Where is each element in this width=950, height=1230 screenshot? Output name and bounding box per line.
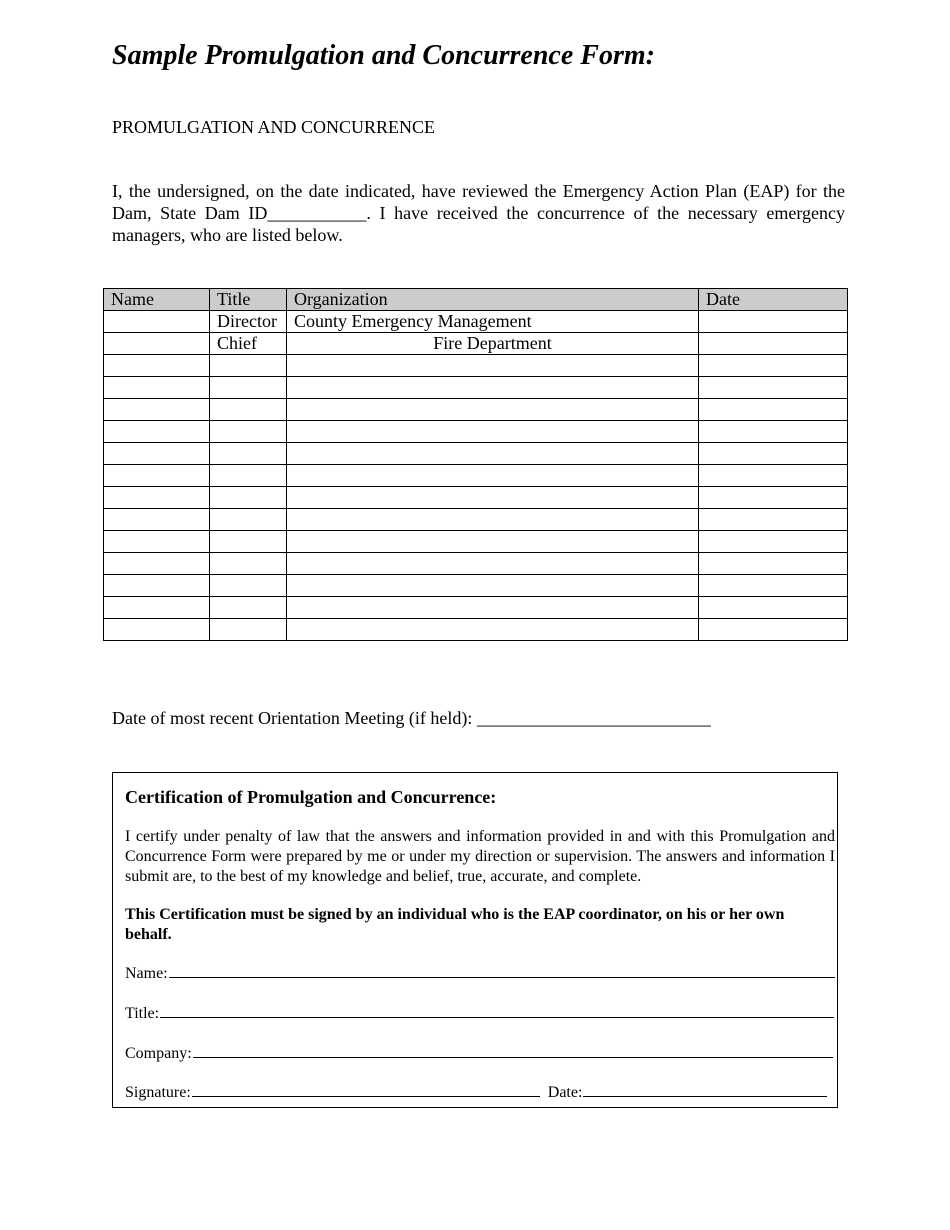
cell-organization[interactable] [287, 443, 699, 465]
header-organization: Organization [287, 289, 699, 311]
cell-title[interactable] [210, 597, 287, 619]
cell-organization[interactable] [287, 355, 699, 377]
cell-title[interactable] [210, 619, 287, 641]
company-line [125, 1043, 833, 1065]
table-row [104, 509, 848, 531]
signature-label: Signature: [125, 1084, 191, 1101]
table-row [104, 421, 848, 443]
cell-name[interactable] [104, 597, 210, 619]
section-subtitle: PROMULGATION AND CONCURRENCE [112, 117, 436, 137]
cell-name[interactable] [104, 421, 210, 443]
cell-title[interactable] [210, 575, 287, 597]
cell-organization[interactable]: Fire Department [287, 333, 699, 355]
cell-organization[interactable] [287, 465, 699, 487]
concurrence-table [103, 288, 848, 641]
cell-organization[interactable] [287, 509, 699, 531]
table-row [104, 465, 848, 487]
name-line [125, 963, 835, 985]
cell-title[interactable] [210, 465, 287, 487]
name-field[interactable] [169, 963, 835, 978]
cell-title[interactable] [210, 355, 287, 377]
cell-name[interactable] [104, 377, 210, 399]
cell-title[interactable]: Director [210, 311, 287, 333]
cell-title[interactable] [210, 443, 287, 465]
cell-date[interactable] [699, 311, 848, 333]
cell-organization[interactable]: County Emergency Management [287, 311, 699, 333]
certification-text: I certify under penalty of law that the answers and information provided in and with this Promulgation and Concurrence Form were prepared by me or under my direction or supervision. The answers and information I submit are, to the best of my knowledge and belief, true, accurate, and complete. [125, 828, 835, 885]
certification-box [112, 772, 838, 1108]
cell-title[interactable] [210, 399, 287, 421]
company-label: Company: [125, 1045, 192, 1062]
cell-name[interactable] [104, 399, 210, 421]
header-title: Title [210, 289, 287, 311]
name-label: Name: [125, 965, 168, 982]
cell-organization[interactable] [287, 597, 699, 619]
table-row [104, 399, 848, 421]
title-line [125, 1003, 834, 1025]
cell-date[interactable] [699, 465, 848, 487]
cell-date[interactable] [699, 333, 848, 355]
cell-title[interactable] [210, 509, 287, 531]
cell-name[interactable] [104, 509, 210, 531]
table-row [104, 333, 848, 355]
cell-date[interactable] [699, 443, 848, 465]
title-field[interactable] [160, 1003, 834, 1018]
date-field[interactable] [583, 1082, 827, 1097]
cell-name[interactable] [104, 355, 210, 377]
cell-organization[interactable] [287, 377, 699, 399]
table-row [104, 355, 848, 377]
cell-date[interactable] [699, 487, 848, 509]
signature-field[interactable] [192, 1082, 540, 1097]
cell-name[interactable] [104, 619, 210, 641]
cell-date[interactable] [699, 575, 848, 597]
cell-name[interactable] [104, 443, 210, 465]
cell-title[interactable] [210, 553, 287, 575]
cell-title[interactable] [210, 531, 287, 553]
cell-date[interactable] [699, 355, 848, 377]
cell-name[interactable] [104, 311, 210, 333]
cell-date[interactable] [699, 399, 848, 421]
cell-name[interactable] [104, 531, 210, 553]
table-row [104, 575, 848, 597]
cell-name[interactable] [104, 487, 210, 509]
cell-name[interactable] [104, 575, 210, 597]
cell-organization[interactable] [287, 575, 699, 597]
cell-date[interactable] [699, 553, 848, 575]
company-field[interactable] [193, 1043, 833, 1058]
table-row [104, 619, 848, 641]
cell-name[interactable] [104, 333, 210, 355]
cell-date[interactable] [699, 509, 848, 531]
table-row [104, 487, 848, 509]
signature-line [125, 1082, 827, 1104]
cell-title[interactable]: Chief [210, 333, 287, 355]
cell-organization[interactable] [287, 399, 699, 421]
title-label: Title: [125, 1005, 160, 1022]
table-row [104, 531, 848, 553]
cell-name[interactable] [104, 465, 210, 487]
table-row [104, 377, 848, 399]
cell-name[interactable] [104, 553, 210, 575]
header-name: Name [104, 289, 210, 311]
table-row [104, 443, 848, 465]
cell-title[interactable] [210, 377, 287, 399]
table-header-row [104, 289, 848, 311]
orientation-meeting-line: Date of most recent Orientation Meeting (if held): __________________________ [112, 708, 711, 728]
cell-date[interactable] [699, 377, 848, 399]
certification-heading: Certification of Promulgation and Concurrence: [125, 787, 497, 807]
cell-date[interactable] [699, 597, 848, 619]
intro-paragraph: I, the undersigned, on the date indicated, have reviewed the Emergency Action Plan (EAP) for the Dam, State Dam ID___________. I have received the concurrence of the necessary emergency managers, who are listed below. [112, 181, 845, 245]
header-date: Date [699, 289, 848, 311]
cell-organization[interactable] [287, 487, 699, 509]
cell-organization[interactable] [287, 531, 699, 553]
table-row [104, 597, 848, 619]
table-row [104, 311, 848, 333]
cell-date[interactable] [699, 421, 848, 443]
certification-requirement: This Certification must be signed by an individual who is the EAP coordinator, on his or her own behalf. [125, 906, 785, 943]
cell-organization[interactable] [287, 421, 699, 443]
cell-date[interactable] [699, 619, 848, 641]
table-row [104, 553, 848, 575]
cell-title[interactable] [210, 421, 287, 443]
cell-organization[interactable] [287, 553, 699, 575]
date-label: Date: [547, 1084, 583, 1101]
cell-date[interactable] [699, 531, 848, 553]
cell-organization[interactable] [287, 619, 699, 641]
cell-title[interactable] [210, 487, 287, 509]
page-title: Sample Promulgation and Concurrence Form: [112, 40, 655, 71]
